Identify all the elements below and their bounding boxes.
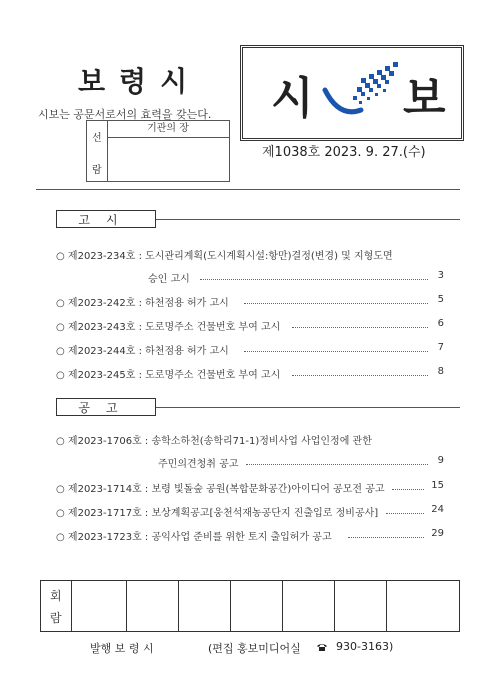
review-cell (71, 581, 127, 631)
review-cell (230, 581, 283, 631)
bullet-icon: ○ (56, 508, 65, 519)
review-cell (282, 581, 335, 631)
section-rule (156, 219, 460, 220)
section-rule (156, 407, 460, 408)
section-title-notices: 고시 (56, 210, 156, 228)
list-item: ○ 제2023-1714호 : 보령 빛돌숲 공원(복합문화공간)아이디어 공모전 공고 (56, 484, 385, 495)
wave-emblem-icon (321, 60, 401, 122)
page-number: 24 (431, 504, 444, 515)
list-item: ○ 제2023-234호 : 도시관리계획(도시계획시설:항만)결정(변경) 및 지형도면 (56, 251, 393, 262)
page-number: 3 (437, 270, 444, 281)
approval-side-label-2: 람 (92, 165, 102, 176)
review-label-2: 람 (50, 611, 62, 625)
page-number: 5 (437, 294, 444, 305)
page-number: 8 (437, 366, 444, 377)
page-number: 6 (437, 318, 444, 329)
page-number: 9 (437, 455, 444, 466)
section-title-announcements: 공고 (56, 398, 156, 416)
phone-number: 930-3163) (336, 640, 394, 653)
header-divider (36, 189, 460, 190)
issue-number-date: 제1038호 2023. 9. 27.(수) (262, 145, 426, 160)
review-cell (126, 581, 179, 631)
legal-note: 시보는 공문서로서의 효력을 갖는다. (38, 108, 212, 121)
bullet-icon: ○ (56, 322, 65, 333)
page-number: 7 (437, 342, 444, 353)
logo-left-char: 시 (271, 73, 314, 124)
bullet-icon: ○ (56, 298, 65, 309)
page-number: 29 (431, 528, 444, 539)
list-item-continuation: 주민의견청취 공고 (158, 459, 239, 470)
list-item: ○ 제2023-245호 : 도로명주소 건물번호 부여 고시 (56, 370, 281, 381)
logo-right-char: 보 (403, 73, 446, 124)
publisher-footer (90, 640, 430, 656)
list-item: ○ 제2023-244호 : 하천점용 허가 고시 (56, 346, 229, 357)
review-cell (178, 581, 231, 631)
list-item: ○ 제2023-1706호 : 송학소하천(송학리71-1)정비사업 사업인정에 관한 (56, 436, 372, 447)
publisher: 발행 보 령 시 (90, 642, 154, 655)
page-number: 15 (431, 480, 444, 491)
editor: (편집 홍보미디어실 (208, 642, 301, 655)
review-label-1: 회 (50, 589, 62, 603)
approval-side-label-1: 선 (92, 133, 102, 144)
city-name: 보령시 (78, 65, 202, 98)
bullet-icon: ○ (56, 251, 65, 262)
bullet-icon: ○ (56, 532, 65, 543)
list-item: ○ 제2023-243호 : 도로명주소 건물번호 부여 고시 (56, 322, 281, 333)
list-item: ○ 제2023-1723호 : 공익사업 준비를 위한 토지 출입허가 공고 (56, 532, 332, 543)
approval-box (86, 120, 230, 182)
bullet-icon: ○ (56, 346, 65, 357)
review-table (40, 580, 460, 632)
list-item: ○ 제2023-1717호 : 보상계획공고[웅천석재농공단지 진출입로 정비공사] (56, 508, 379, 519)
gazette-logo (240, 45, 464, 141)
review-cell (334, 581, 387, 631)
bullet-icon: ○ (56, 484, 65, 495)
list-item-continuation: 승인 고시 (148, 274, 190, 285)
approval-head: 기관의 장 (107, 121, 229, 138)
bullet-icon: ○ (56, 370, 65, 381)
phone-icon (316, 642, 328, 652)
list-item: ○ 제2023-242호 : 하천점용 허가 고시 (56, 298, 229, 309)
bullet-icon: ○ (56, 436, 65, 447)
